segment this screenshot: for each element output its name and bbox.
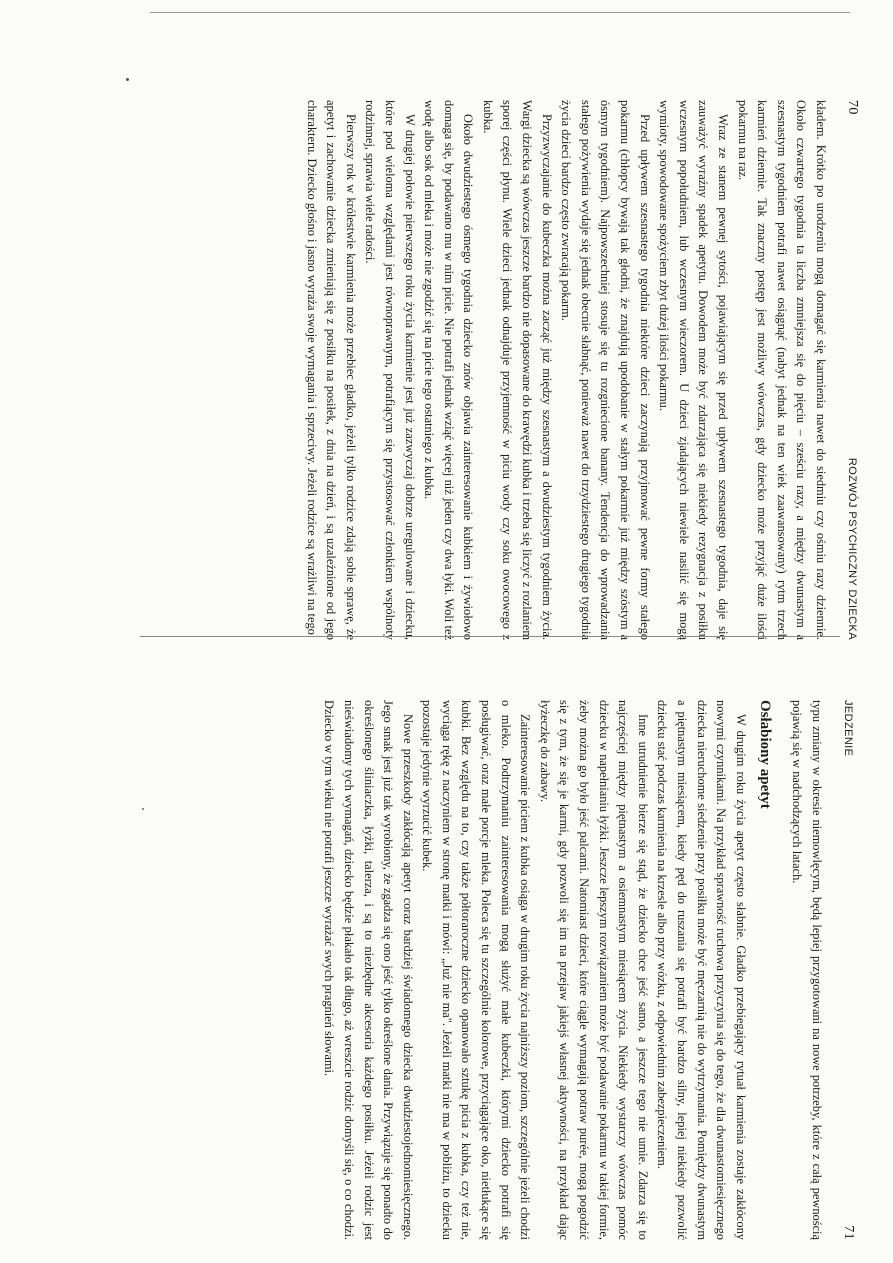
running-head-title: ROZWÓJ PSYCHICZNY DZIECKA [846, 457, 858, 640]
scan-speck [126, 78, 129, 81]
paragraph: W drugiej połowie pierwszego roku życia karmienie jest już zazwyczaj dobrze uregulowane i dziecku, które pod wieloma względami jest równoprawnym, potrafiącym się przystosować członkiem wspólnoty rodzinnej, sprawia wiele radości. [363, 100, 417, 640]
page-70 [180, 100, 860, 640]
running-head [840, 700, 856, 1240]
running-head [844, 100, 860, 640]
paragraph: W drugim roku życia apetyt często słabnie. Gładko przebiegający rytuał karmienia zostaje zakłócony nowymi czynnikami. Na przykład sprawność ruchowa przyczynia się do tego, że dla dwunastomiesięcznego dziecka nieruchome siedzenie przy posiłku może być męczarnią nie do wytrzymania. Pomiędzy dwunastym a piętnastym miesiącem, kiedy pęd do ruszania się potrafi być bardzo silny, lepiej niekiedy pozwolić dziecku stać podczas karmienia na krzesle albo przy wózku, z odpowiednim zabezpieczeniem. [655, 700, 748, 1240]
running-head-title: JEDZENIE [842, 700, 854, 757]
paragraph: Zainteresowanie piciem z kubka osiąga w drugim roku życia najniższy poziom, szczególnie jeżeli chodzi o mleko. Podtrzymaniu zainteresowania mogą służyć małe kubeczki, którymi dziecko potrafi się posługiwać, oraz małe porcje mleka. Poleca się tu szczególnie kolorowe, przyciągające oko, nietłukące się kubki. Bez względu na to, czy także półtoraroczne dziecko opanowało sztukę picia z kubka, czy też nie, wyciąga rękę z naczyniem w stronę matki i mówi: „Już nie ma". Jeżeli matki nie ma w pobliżu, to dziecku pozostaje jedynie wyrzucić kubek. [420, 700, 533, 1240]
paragraph: Wraz ze stanem pewnej sytości, pojawiającym się przed upływem szesnastego tygodnia, daje się zauważyć wyraźny spadek apetytu. Dowodem może być zdarzająca się niekiedy rezygnacja z posiłku wczesnym popołudniem, lub wczesnym wieczorem. U dzieci zjadających niewiele nasilić się mogą wymioty, spowodowane spożyciem zbyt dużej ilości pokarmu. [657, 100, 731, 640]
paragraph: Inne utrudnienie bierze się stąd, że dziecko chce jeść samo, a jeszcze tego nie umie. Zdarza się to najczęściej między piętnastym a osiemnastym miesiącem życia. Niekiedy wystarczy wówczas pomóc dziecku w napełnianiu łyżki. Jeszcze lepszym rozwiązaniem może być podawanie pokarmu w takiej formie, żeby można go było jeść palcami. Natomiast dzieci, które ciągle wymagają potraw purée, mogą pogodzić się z tym, że się je karmi, gdy pozwoli się im na przejaw jakiejś własnej aktywności, na przykład dając łyżeczkę do zabawy. [537, 700, 650, 1240]
paragraph: Nowe przeszkody zakłócają apetyt coraz bardziej świadomego dziecka dwudziestojednomiesięcznego. Jego smak jest już tak wyrobiony, że zgadza się ono jeść tylko określone dania. Przywiązuje się ponadto do określonego śliniaczka, łyżki, talerza, i są to niezbędne akcesoria każdego posiłku. Jeżeli rodzic jest nieświadomy tych wymagań, dziecko będzie płakało tak długo, aż wreszcie rodzic domyśli się, o co chodzi. Dziecko w tym wieku nie potrafi jeszcze wyrażać swych pragnień słowami. [322, 700, 415, 1240]
paragraph: kładem. Krótko po urodzeniu mogą domagać się karmienia nawet do siedmiu czy ośmiu razy dziennie. Około czwartego tygodnia ta liczba zmniejsza się do pięciu – sześciu razy, a między dwunastym a szesnastym tygodniem potrafi nawet osiągnąć (nabyt jednak na ten wiek zaawansowany) rytm trzech karmień dziennie. Tak znaczny postęp jest możliwy wówczas, gdy dziecko może przyjąć duże ilości pokarmu na raz. [735, 100, 828, 640]
paragraph: Przed upływem szesnastego tygodnia niektóre dzieci zaczynają przyjmować pewne formy stałego pokarmu (chłopcy bywają tak głodni, że znajdują upodobanie w stałym pokarmie już między szóstym a ósmym tygodniem). Najpowszechniej stosuje się tu rozgniecione banany. Tendencja do wprowadzania stałego pożywienia wydaje się jednak obecnie słabnąć, ponieważ nawet do trzydziestego drugiego tygodnia życia dzieci bardzo często zwracają pokarm. [559, 100, 652, 640]
scan-top-edge [150, 12, 850, 13]
page-fold-line [140, 636, 840, 637]
page-number: 71 [841, 1225, 856, 1240]
page-number: 70 [845, 100, 860, 115]
scan-speck [142, 808, 144, 810]
paragraph: Pierwszy rok w królestwie karmienia może przebiec gładko, jeżeli tylko rodzice zdają sobie sprawę, że apetyt i zachowanie dziecka zmieniają się z posiłku na posiłek, z dnia na dzień, i są uzależnione od jego charakteru. Dziecko głośno i jasno wyraża swoje wymagania i sprzeciwy. Jeżeli rodzice są wrażliwi na tego [304, 100, 358, 640]
paragraph: typu zmiany w okresie niemowlęcym, będą lepiej przygotowani na nowe potrzeby, które z całą pewnością pojawią się w nadchodzących latach. [790, 700, 824, 1240]
paragraph: Około dwudziestego ósmego tygodnia dziecko znów objawia zainteresowanie kubkiem i żywiołowo domaga się, by podawano mu w nim picie. Nie potrafi jednak wziąć więcej niż jeden czy dwa łyki. Woli też wodę albo sok od mleka i może nie zgodzić się na picie tego ostatniego z kubka. [422, 100, 476, 640]
page-71 [176, 700, 856, 1240]
paragraph: Przyzwyczajanie do kubeczka można zacząć już między szesnastym a dwudziestym tygodniem życia. Wargi dziecka są wówczas jeszcze bardzo nie dopasowane do krawędzi kubka i trzeba się liczyć z rozlaniem sporej części płynu. Wiele dzieci jednak odnajduje przyjemność w piciu wody czy soku owocowego z kubka. [480, 100, 554, 640]
section-heading: Osłabiony apetyt [756, 700, 773, 809]
